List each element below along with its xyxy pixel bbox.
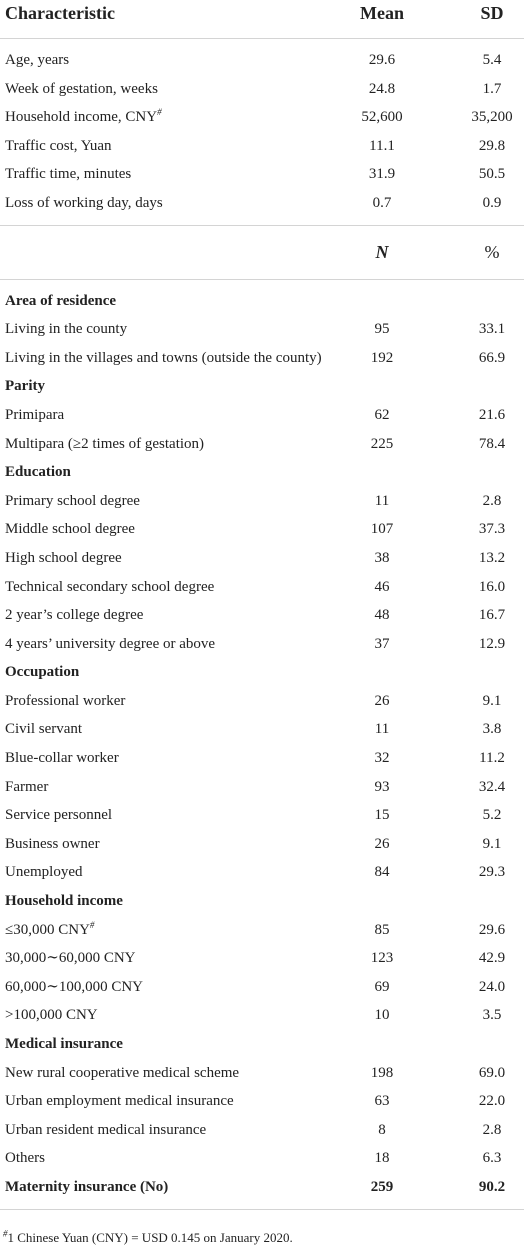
row-label-wrap: [5, 916, 94, 945]
section-heading: [0, 287, 524, 316]
row-label-wrap: [5, 103, 162, 132]
row-sd: 1.7: [482, 80, 502, 97]
row-pct: 29.6: [478, 921, 506, 938]
header-sd: SD: [480, 3, 504, 23]
row-pct: 3.8: [482, 721, 502, 738]
categorical-rows: [0, 287, 524, 1173]
row-label-wrap: [5, 801, 112, 830]
table-row: [0, 801, 524, 830]
row-label: Others: [5, 1150, 45, 1167]
row-pct: 2.8: [482, 1121, 502, 1138]
row-label: Living in the county: [5, 321, 128, 338]
row-label: New rural cooperative medical scheme: [5, 1064, 240, 1081]
section-title: Education: [5, 464, 71, 481]
row-pct: 66.9: [478, 349, 506, 366]
row-mean: 31.9: [368, 166, 396, 183]
row-label: ≤30,000 CNY: [5, 921, 90, 938]
row-label: Primipara: [5, 406, 65, 423]
table-row: [0, 515, 524, 544]
row-pct: 16.7: [478, 607, 506, 624]
row-label-wrap: [5, 687, 125, 716]
table-row: [0, 103, 524, 132]
table-row: [0, 744, 524, 773]
row-label: 2 year’s college degree: [5, 607, 144, 624]
table-row: [0, 830, 524, 859]
footnote-text: 1 Chinese Yuan (CNY) = USD 0.145 on January 2020.: [7, 1230, 293, 1245]
table-row: [0, 344, 524, 373]
row-label-wrap: [5, 515, 135, 544]
table-footnote: [3, 1230, 293, 1246]
table-row: [0, 189, 524, 218]
section-heading: [0, 458, 524, 487]
row-pct: 21.6: [478, 406, 506, 423]
row-pct: 5.2: [482, 807, 502, 824]
row-label: Week of gestation, weeks: [5, 80, 158, 97]
row-n: 37: [374, 635, 390, 652]
section-heading: [0, 1030, 524, 1059]
row-pct: 42.9: [478, 950, 506, 967]
table-header-row: [0, 0, 524, 38]
row-n: 11: [374, 492, 390, 509]
row-sd: 29.8: [478, 137, 506, 154]
row-label-wrap: [5, 630, 215, 659]
row-pct: 78.4: [478, 435, 506, 452]
row-pct: 22.0: [478, 1093, 506, 1110]
row-label-wrap: [5, 487, 140, 516]
row-mean: 0.7: [372, 194, 392, 211]
row-label-wrap: [5, 315, 127, 344]
continuous-rows: [0, 46, 524, 218]
section-title: Area of residence: [5, 292, 117, 309]
table-row: [0, 1087, 524, 1116]
row-n: 107: [370, 521, 394, 538]
row-label-wrap: [5, 544, 122, 573]
subheader-n: N: [375, 241, 389, 262]
row-n: 95: [374, 321, 390, 338]
row-label: Traffic cost, Yuan: [5, 137, 112, 154]
row-label: Civil servant: [5, 721, 83, 738]
row-sd: 0.9: [482, 194, 502, 211]
header-mean: Mean: [360, 3, 404, 23]
row-label-wrap: [5, 1059, 239, 1088]
row-n: 123: [370, 950, 394, 967]
row-label: Unemployed: [5, 864, 83, 881]
table-row: [0, 1144, 524, 1173]
row-n: 32: [374, 750, 390, 767]
row-n: 11: [374, 721, 390, 738]
section-title: Household income: [5, 893, 123, 910]
row-label: Primary school degree: [5, 492, 140, 509]
row-pct: 29.3: [478, 864, 506, 881]
footnote-marker: #: [3, 1228, 8, 1239]
row-n: 38: [374, 549, 390, 566]
row-n: 69: [374, 978, 390, 995]
row-label-wrap: [5, 1087, 234, 1116]
row-mean: 11.1: [369, 137, 395, 154]
row-pct: 24.0: [478, 978, 506, 995]
row-label: Living in the villages and towns (outside the county): [5, 349, 322, 366]
row-pct: 16.0: [478, 578, 506, 595]
row-n: 10: [374, 1007, 390, 1024]
row-label-wrap: [5, 715, 82, 744]
section-title: Medical insurance: [5, 1036, 123, 1052]
row-label-wrap: [5, 1144, 45, 1173]
row-label-wrap: [5, 744, 119, 773]
table-row: [0, 160, 524, 189]
row-n: 259: [370, 1178, 394, 1195]
row-label-wrap: [5, 401, 64, 430]
row-n: 18: [374, 1150, 390, 1167]
table-row: [0, 916, 524, 945]
row-pct: 3.5: [482, 1007, 502, 1024]
row-label: Technical secondary school degree: [5, 578, 215, 595]
table-row: [0, 858, 524, 887]
table-row: [0, 773, 524, 802]
row-pct: 33.1: [478, 321, 506, 338]
row-label: Farmer: [5, 778, 49, 795]
table-row: [0, 687, 524, 716]
row-label-wrap: [5, 944, 136, 973]
table-row: [0, 132, 524, 161]
row-n: 192: [370, 349, 394, 366]
row-n: 93: [374, 778, 390, 795]
row-pct: 37.3: [478, 521, 506, 538]
row-label: Middle school degree: [5, 521, 135, 538]
row-pct: 13.2: [478, 549, 506, 566]
row-label: Traffic time, minutes: [5, 166, 132, 183]
row-n: 225: [370, 435, 394, 452]
row-label-wrap: [5, 344, 322, 373]
row-label: 4 years’ university degree or above: [5, 635, 216, 652]
row-label-wrap: [5, 973, 143, 1002]
table-row: [0, 315, 524, 344]
row-label: Business owner: [5, 835, 100, 852]
row-label: High school degree: [5, 549, 122, 566]
row-pct: 2.8: [482, 492, 502, 509]
table-row: [0, 1001, 524, 1030]
row-pct: 69.0: [478, 1064, 506, 1081]
row-n: 84: [374, 864, 390, 881]
row-mean: 52,600: [361, 109, 403, 126]
row-pct: 9.1: [482, 835, 502, 852]
row-n: 26: [374, 692, 390, 709]
row-n: 48: [374, 607, 390, 624]
table-row: [0, 630, 524, 659]
subheader-pct: %: [484, 241, 500, 262]
row-label-wrap: [5, 1116, 206, 1145]
row-label-wrap: [5, 1001, 98, 1030]
row-label: Professional worker: [5, 692, 126, 709]
row-label: Multipara (≥2 times of gestation): [5, 435, 205, 452]
row-label: Urban employment medical insurance: [5, 1093, 234, 1110]
row-label: 60,000∼100,000 CNY: [5, 978, 143, 995]
table-row: [0, 46, 524, 75]
table-row: [0, 75, 524, 104]
row-pct: 6.3: [482, 1150, 502, 1167]
row-sd: 5.4: [482, 52, 502, 68]
row-n: 62: [374, 406, 390, 423]
row-mean: 29.6: [368, 52, 396, 68]
row-pct: 9.1: [482, 692, 502, 709]
row-label: 30,000∼60,000 CNY: [5, 950, 136, 967]
row-label: Service personnel: [5, 807, 113, 824]
section-title: Occupation: [5, 664, 80, 681]
row-n: 46: [374, 578, 390, 595]
row-mean: 24.8: [368, 80, 396, 97]
row-n: 63: [374, 1093, 390, 1110]
row-label: Loss of working day, days: [5, 194, 163, 211]
row-label: Household income, CNY: [5, 109, 158, 126]
row-label: Blue-collar worker: [5, 750, 119, 767]
row-pct: 11.2: [479, 750, 505, 767]
row-label: >100,000 CNY: [5, 1007, 98, 1024]
row-label: Age, years: [5, 52, 70, 68]
row-pct: 32.4: [478, 778, 506, 795]
table-row: [0, 430, 524, 459]
table-row: [0, 544, 524, 573]
header-characteristic: Characteristic: [5, 3, 115, 23]
table-row: [0, 715, 524, 744]
row-label-wrap: [5, 830, 100, 859]
table-row: [0, 573, 524, 602]
table-row: [0, 601, 524, 630]
row-label-wrap: [5, 573, 214, 602]
section-title: Parity: [5, 378, 45, 395]
subheader-row: [0, 226, 524, 279]
row-sd: 35,200: [471, 109, 513, 126]
row-pct: 12.9: [478, 635, 506, 652]
row-label: Maternity insurance (No): [5, 1178, 169, 1195]
section-heading: [0, 372, 524, 401]
table-row: [0, 944, 524, 973]
table-rule: [0, 1209, 524, 1210]
row-sd: 50.5: [478, 166, 506, 183]
row-label: Urban resident medical insurance: [5, 1121, 207, 1138]
table-row: [0, 487, 524, 516]
maternity-insurance-row: [0, 1173, 524, 1202]
footnote-marker: #: [157, 107, 162, 118]
row-n: 26: [374, 835, 390, 852]
row-n: 15: [374, 807, 390, 824]
section-heading: [0, 658, 524, 687]
row-pct: 90.2: [478, 1178, 506, 1195]
table-row: [0, 401, 524, 430]
row-label-wrap: [5, 430, 204, 459]
table-row: [0, 973, 524, 1002]
row-label-wrap: [5, 858, 82, 887]
section-heading: [0, 887, 524, 916]
footnote-marker: #: [89, 919, 95, 930]
row-n: 85: [374, 921, 390, 938]
row-n: 8: [378, 1121, 386, 1138]
row-n: 198: [370, 1064, 394, 1081]
table-row: [0, 1116, 524, 1145]
table-row: [0, 1059, 524, 1088]
row-label-wrap: [5, 773, 48, 802]
row-label-wrap: [5, 601, 143, 630]
